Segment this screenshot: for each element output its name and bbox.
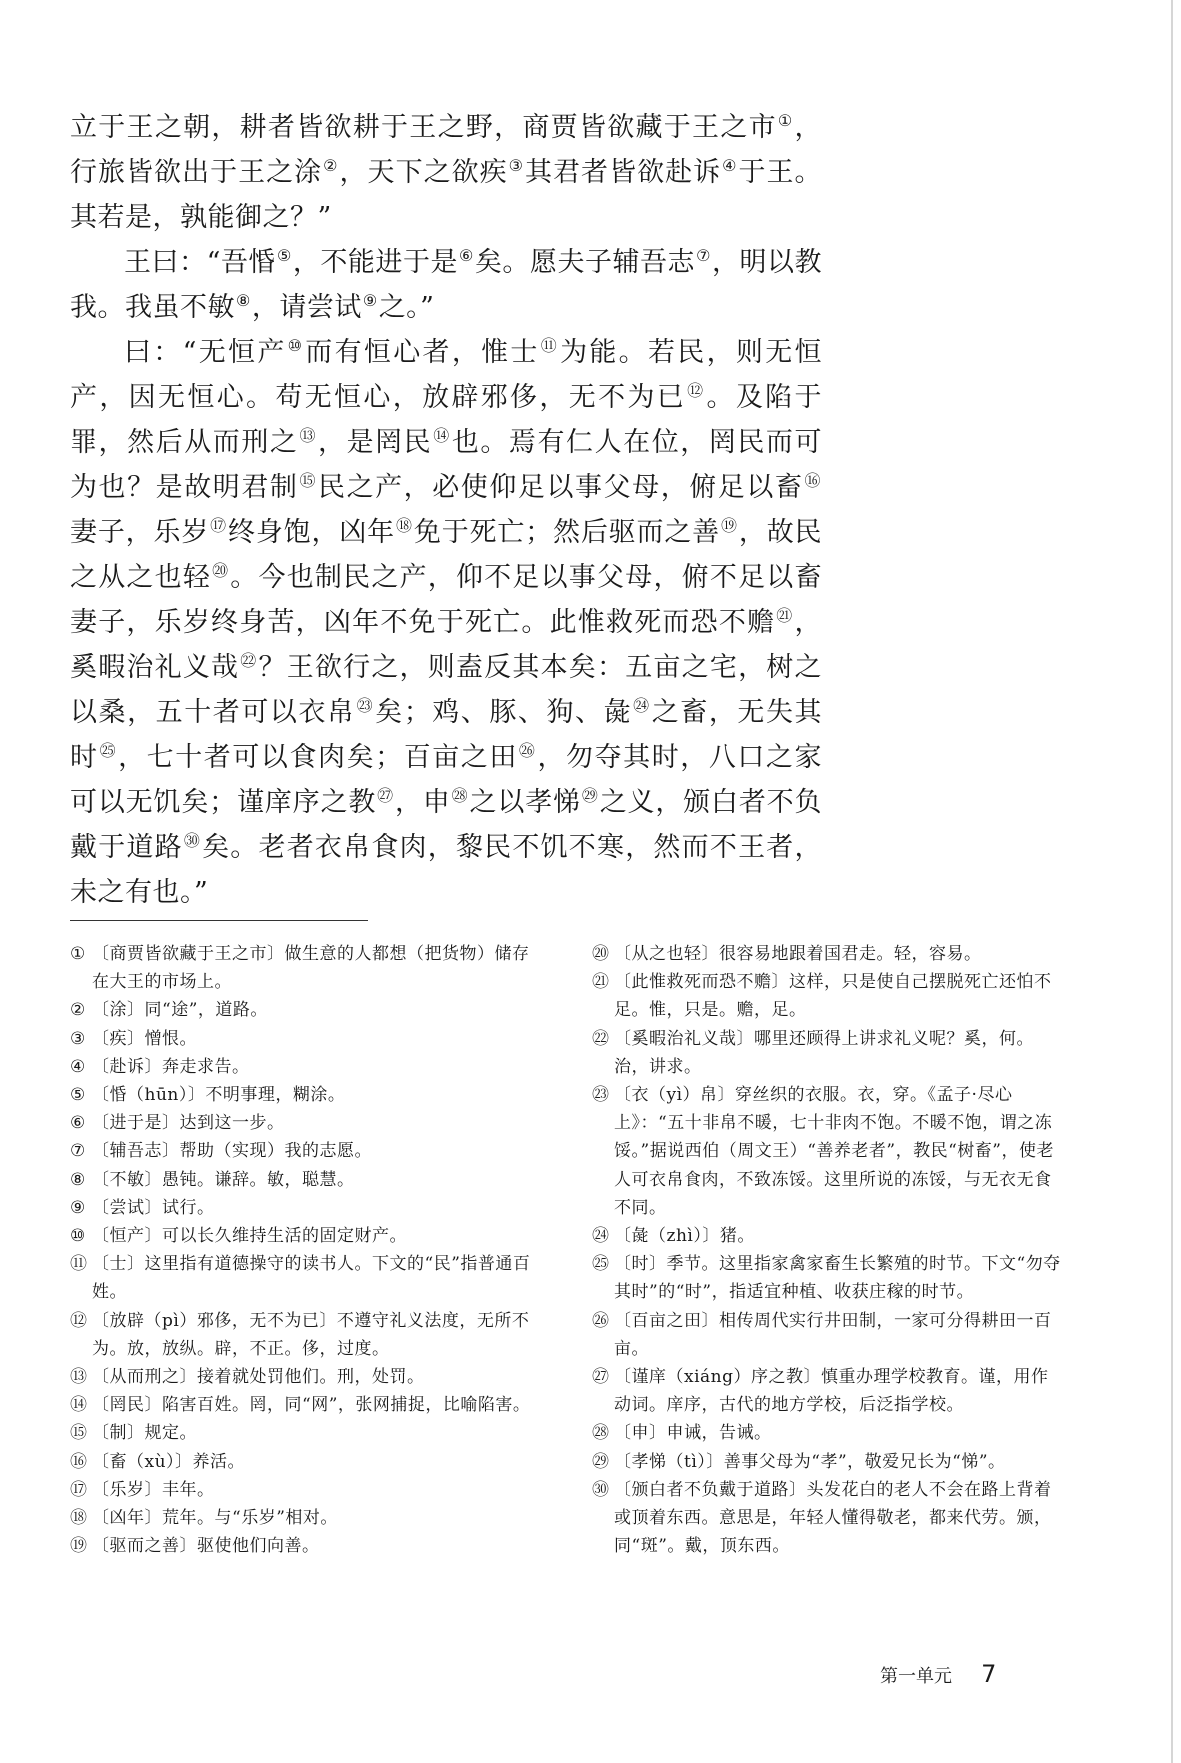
text-segment: 矣；鸡、豚、狗、彘 <box>375 697 633 728</box>
footnote <box>70 1532 540 1560</box>
footnote-marker: ⑱ <box>396 516 413 535</box>
footnote-marker: ⑨ <box>362 291 378 310</box>
text-segment: 之。” <box>378 292 435 323</box>
footnote <box>592 1222 1062 1250</box>
text-segment: 为能。若民，则无恒产，因无恒心。苟无恒心，放辟邪侈，无不为已 <box>70 337 823 413</box>
text-segment: 。及陷于罪，然后从而刑之 <box>70 382 823 458</box>
footnote-number: ㉖ <box>592 1310 610 1331</box>
footnote-marker: ⑧ <box>236 291 251 310</box>
footnote-marker: ⑳ <box>212 561 230 580</box>
footnote-number: ⑯ <box>70 1451 88 1472</box>
text-segment: 曰：“无恒产 <box>124 337 287 368</box>
footnote <box>592 1307 1062 1363</box>
footnote <box>70 1250 540 1306</box>
footnote <box>592 1419 1062 1447</box>
footnote-number: ㉑ <box>592 972 610 993</box>
footnote <box>70 940 540 996</box>
footnote-text: 〔进于是〕达到这一步。 <box>92 1113 285 1134</box>
footnote <box>70 1363 540 1391</box>
text-segment: 其君者皆欲赴诉 <box>525 157 722 188</box>
footnote-marker: ⑪ <box>540 336 560 355</box>
footnote-number: ⑭ <box>70 1395 88 1416</box>
footnote-number: ㉗ <box>592 1367 610 1388</box>
footnote <box>70 1025 540 1053</box>
footnote <box>592 968 1062 1024</box>
footnote <box>70 1222 540 1250</box>
text-segment: 王曰：“吾惛 <box>124 247 276 278</box>
footnote-marker: ④ <box>722 156 738 175</box>
footnote-marker: ① <box>777 111 794 130</box>
footnote-number: ⑦ <box>70 1141 86 1162</box>
footnotes-left-column <box>70 940 540 1560</box>
text-segment: 于王。其若是，孰能御之？” <box>70 157 823 233</box>
footnote-number: ㉙ <box>592 1451 610 1472</box>
text-segment: ，勿夺其时，八口之家可以无饥矣；谨庠序之教 <box>70 742 822 818</box>
text-segment: 矣。愿夫子辅吾志 <box>474 247 696 278</box>
footnote-text: 〔乐岁〕丰年。 <box>92 1479 215 1500</box>
footnote-text: 〔衣（yì）帛〕穿丝织的衣服。衣，穿。《孟子·尽心上》：“五十非帛不暖，七十非肉不饱。不暖不饱，谓之冻馁。”据说西伯（周文王）“善养老者”，教民“树畜”，使老人可衣帛食肉，不致冻馁。这里所说的冻馁，与无衣无食不同。 <box>614 1085 1054 1218</box>
text-segment: 也。焉有仁人在位，罔民而可为也？是故明君制 <box>70 427 822 503</box>
footnote-marker: ⑤ <box>276 246 292 265</box>
footnote-text: 〔时〕季节。这里指家禽家畜生长繁殖的时节。下文“勿夺其时”的“时”，指适宜种植、收获庄稼的时节。 <box>614 1254 1061 1303</box>
footnote-number: ⑱ <box>70 1508 88 1529</box>
text-segment: ，天下之欲疾 <box>339 157 508 188</box>
footnote-text: 〔彘（zhì）〕猪。 <box>614 1226 755 1247</box>
footnote-number: ㉘ <box>592 1423 610 1444</box>
paragraph-1 <box>70 105 822 240</box>
footnote-number: ⑩ <box>70 1226 86 1247</box>
footnote-marker: ㉗ <box>377 786 394 805</box>
footnote <box>70 1391 540 1419</box>
text-segment: ，明以教我。我虽不敏 <box>70 247 823 323</box>
footnote-text: 〔辅吾志〕帮助（实现）我的志愿。 <box>92 1141 372 1162</box>
footnote-text: 〔颁白者不负戴于道路〕头发花白的老人不会在路上背着或顶着东西。意思是，年轻人懂得敬老，都来代劳。颁，同“斑”。戴，顶东西。 <box>614 1479 1052 1557</box>
footnote-number: ⑬ <box>70 1367 88 1388</box>
footnote-marker: ㉚ <box>183 831 202 850</box>
footnote <box>592 1250 1062 1306</box>
footnote <box>70 996 540 1024</box>
text-segment: ，申 <box>395 787 451 818</box>
paragraph-3 <box>70 330 822 915</box>
footnote-number: ㉒ <box>592 1028 610 1049</box>
footnote-text: 〔制〕规定。 <box>92 1423 197 1444</box>
footnote-text: 〔士〕这里指有道德操守的读书人。下文的“民”指普通百姓。 <box>92 1254 531 1303</box>
footnote-marker: ⑥ <box>459 246 474 265</box>
footnote-marker: ⑲ <box>721 516 738 535</box>
footnote-marker: ㉙ <box>581 786 599 805</box>
footnote-marker: ⑫ <box>687 381 706 400</box>
footnote-marker: ⑭ <box>433 426 451 445</box>
footnote-text: 〔恒产〕可以长久维持生活的固定财产。 <box>92 1226 407 1247</box>
text-segment: 。今也制民之产，仰不足以事父母，俯不足以畜妻子，乐岁终身苦，凶年不免于死亡。此惟救死而恐不赡 <box>70 562 822 638</box>
footnote-marker: ㉘ <box>451 786 469 805</box>
footnote-text: 〔从之也轻〕很容易地跟着国君走。轻，容易。 <box>614 944 982 964</box>
footnote <box>70 1194 540 1222</box>
footnote-number: ⑮ <box>70 1423 88 1444</box>
footnote-text: 〔疾〕憎恨。 <box>92 1028 197 1049</box>
footnote <box>70 1053 540 1081</box>
text-segment: 终身饱，凶年 <box>228 517 396 548</box>
footnote <box>592 940 1062 968</box>
footnote-number: ① <box>70 944 86 964</box>
footnote-number: ⑨ <box>70 1197 86 1218</box>
footnote-number: ㉚ <box>592 1479 610 1500</box>
footnote-marker: ② <box>323 156 339 175</box>
footnote-marker: ㉕ <box>99 741 118 760</box>
footnote-number: ⑪ <box>70 1254 88 1275</box>
footnote-number: ⑥ <box>70 1113 86 1134</box>
page-edge <box>1171 0 1173 1763</box>
text-segment: ，故民之从之也轻 <box>70 517 823 593</box>
footnote-text: 〔赴诉〕奔走求告。 <box>92 1056 250 1077</box>
footnote-text: 〔奚暇治礼义哉〕哪里还顾得上讲求礼义呢？奚，何。治，讲求。 <box>614 1028 1034 1077</box>
text-segment: 矣。老者衣帛食肉，黎民不饥不寒，然而不王者，未之有也。” <box>70 832 822 908</box>
footnote <box>70 1504 540 1532</box>
footnote-number: ⑧ <box>70 1169 86 1190</box>
footnote-number: ⑳ <box>592 944 610 964</box>
footnote-text: 〔罔民〕陷害百姓。罔，同“网”，张网捕捉，比喻陷害。 <box>92 1395 531 1416</box>
footnote-number: ③ <box>70 1028 86 1049</box>
text-segment: 而有恒心者，惟士 <box>305 337 540 368</box>
footnote <box>592 1363 1062 1419</box>
footnote-text: 〔商贾皆欲藏于王之市〕做生意的人都想（把货物）储存在大王的市场上。 <box>92 944 530 993</box>
footnote-marker: ㉓ <box>356 696 375 715</box>
footnote-number: ㉔ <box>592 1226 610 1247</box>
footnote <box>592 1476 1062 1561</box>
footnote-text: 〔驱而之善〕驱使他们向善。 <box>92 1536 320 1557</box>
text-segment: 民之产，必使仰足以事父母，俯足以畜 <box>318 472 804 503</box>
footnote <box>592 1025 1062 1081</box>
footnote-text: 〔放辟（pì）邪侈，无不为已〕不遵守礼义法度，无所不为。放，放纵。辟，不正。侈，过度。 <box>92 1310 530 1359</box>
footnote-text: 〔惛（hūn）〕不明事理，糊涂。 <box>92 1085 346 1106</box>
footnotes-right-column <box>592 940 1062 1560</box>
text-segment: 之义，颁白者不负戴于道路 <box>70 787 823 863</box>
footnote <box>592 1081 1062 1222</box>
footnote-text: 〔畜（xù）〕养活。 <box>92 1451 246 1472</box>
footnote <box>70 1476 540 1504</box>
footnote <box>70 1081 540 1109</box>
footnote-text: 〔不敏〕愚钝。谦辞。敏，聪慧。 <box>92 1169 355 1190</box>
footnote-text: 〔申〕申诫，告诫。 <box>614 1423 772 1444</box>
text-segment: ，请尝试 <box>251 292 362 323</box>
text-segment: ，奚暇治礼义哉 <box>70 607 822 683</box>
text-segment: ，行旅皆欲出于王之涂 <box>70 112 823 188</box>
footnote-marker: ㉔ <box>633 696 651 715</box>
footnote <box>592 1448 1062 1476</box>
footnote-marker: ⑯ <box>804 471 821 490</box>
footnote-number: ⑤ <box>70 1085 86 1106</box>
footnote-marker: ⑰ <box>210 516 228 535</box>
footnote-number: ⑫ <box>70 1310 88 1331</box>
footnote-text: 〔从而刑之〕接着就处罚他们。刑，处罚。 <box>92 1367 425 1388</box>
footnote-marker: ③ <box>508 156 525 175</box>
footnote-text: 〔此惟救死而恐不赡〕这样，只是使自己摆脱死亡还怕不足。惟，只是。赡，足。 <box>614 972 1052 1021</box>
text-segment: 免于死亡；然后驱而之善 <box>413 517 721 548</box>
page-footer <box>880 1660 996 1688</box>
footnote-number: ㉓ <box>592 1085 610 1106</box>
footnote-text: 〔孝悌（tì）〕善事父母为“孝”，敬爱兄长为“悌”。 <box>614 1451 1006 1472</box>
unit-label: 第一单元 <box>880 1666 952 1687</box>
text-segment: 之以孝悌 <box>469 787 581 818</box>
footnote-number: ㉕ <box>592 1254 610 1275</box>
footnote-text: 〔涂〕同“途”，道路。 <box>92 1000 268 1021</box>
footnote-text: 〔谨庠（xiáng）序之教〕慎重办理学校教育。谨，用作动词。庠序，古代的地方学校，后泛指学校。 <box>614 1367 1049 1416</box>
text-segment: ，七十者可以食肉矣；百亩之田 <box>118 742 518 773</box>
footnote-number: ④ <box>70 1056 86 1077</box>
footnote-marker: ⑦ <box>696 246 711 265</box>
footnote <box>70 1448 540 1476</box>
text-segment: ，不能进于是 <box>292 247 458 278</box>
footnote <box>70 1109 540 1137</box>
footnote-text: 〔尝试〕试行。 <box>92 1197 215 1218</box>
footnote-text: 〔凶年〕荒年。与“乐岁”相对。 <box>92 1508 338 1529</box>
footnote-text: 〔百亩之田〕相传周代实行井田制，一家可分得耕田一百亩。 <box>614 1310 1052 1359</box>
footnote-marker: ⑬ <box>299 426 318 445</box>
text-segment: ？王欲行之，则盍反其本矣：五亩之宅，树之以桑，五十者可以衣帛 <box>70 652 822 728</box>
text-segment: 立于王之朝，耕者皆欲耕于王之野，商贾皆欲藏于王之市 <box>70 112 777 143</box>
footnote-number: ⑲ <box>70 1536 88 1557</box>
footnote-number: ② <box>70 1000 86 1021</box>
text-segment: 妻子，乐岁 <box>70 517 210 548</box>
footnote-marker: ㉑ <box>776 606 794 625</box>
footnote-divider <box>70 920 368 921</box>
footnote <box>70 1307 540 1363</box>
footnote <box>70 1419 540 1447</box>
footnote <box>70 1166 540 1194</box>
footnote-marker: ㉖ <box>518 741 537 760</box>
page-number: 7 <box>981 1660 997 1688</box>
footnote-marker: ⑮ <box>299 471 318 490</box>
footnote-marker: ⑩ <box>287 336 305 355</box>
paragraph-2 <box>70 240 822 330</box>
footnote-number: ⑰ <box>70 1479 88 1500</box>
footnote <box>70 1137 540 1165</box>
text-segment: 之畜，无失其时 <box>70 697 823 773</box>
footnote-marker: ㉒ <box>240 651 258 670</box>
main-text <box>70 105 822 915</box>
text-segment: ，是罔民 <box>318 427 433 458</box>
